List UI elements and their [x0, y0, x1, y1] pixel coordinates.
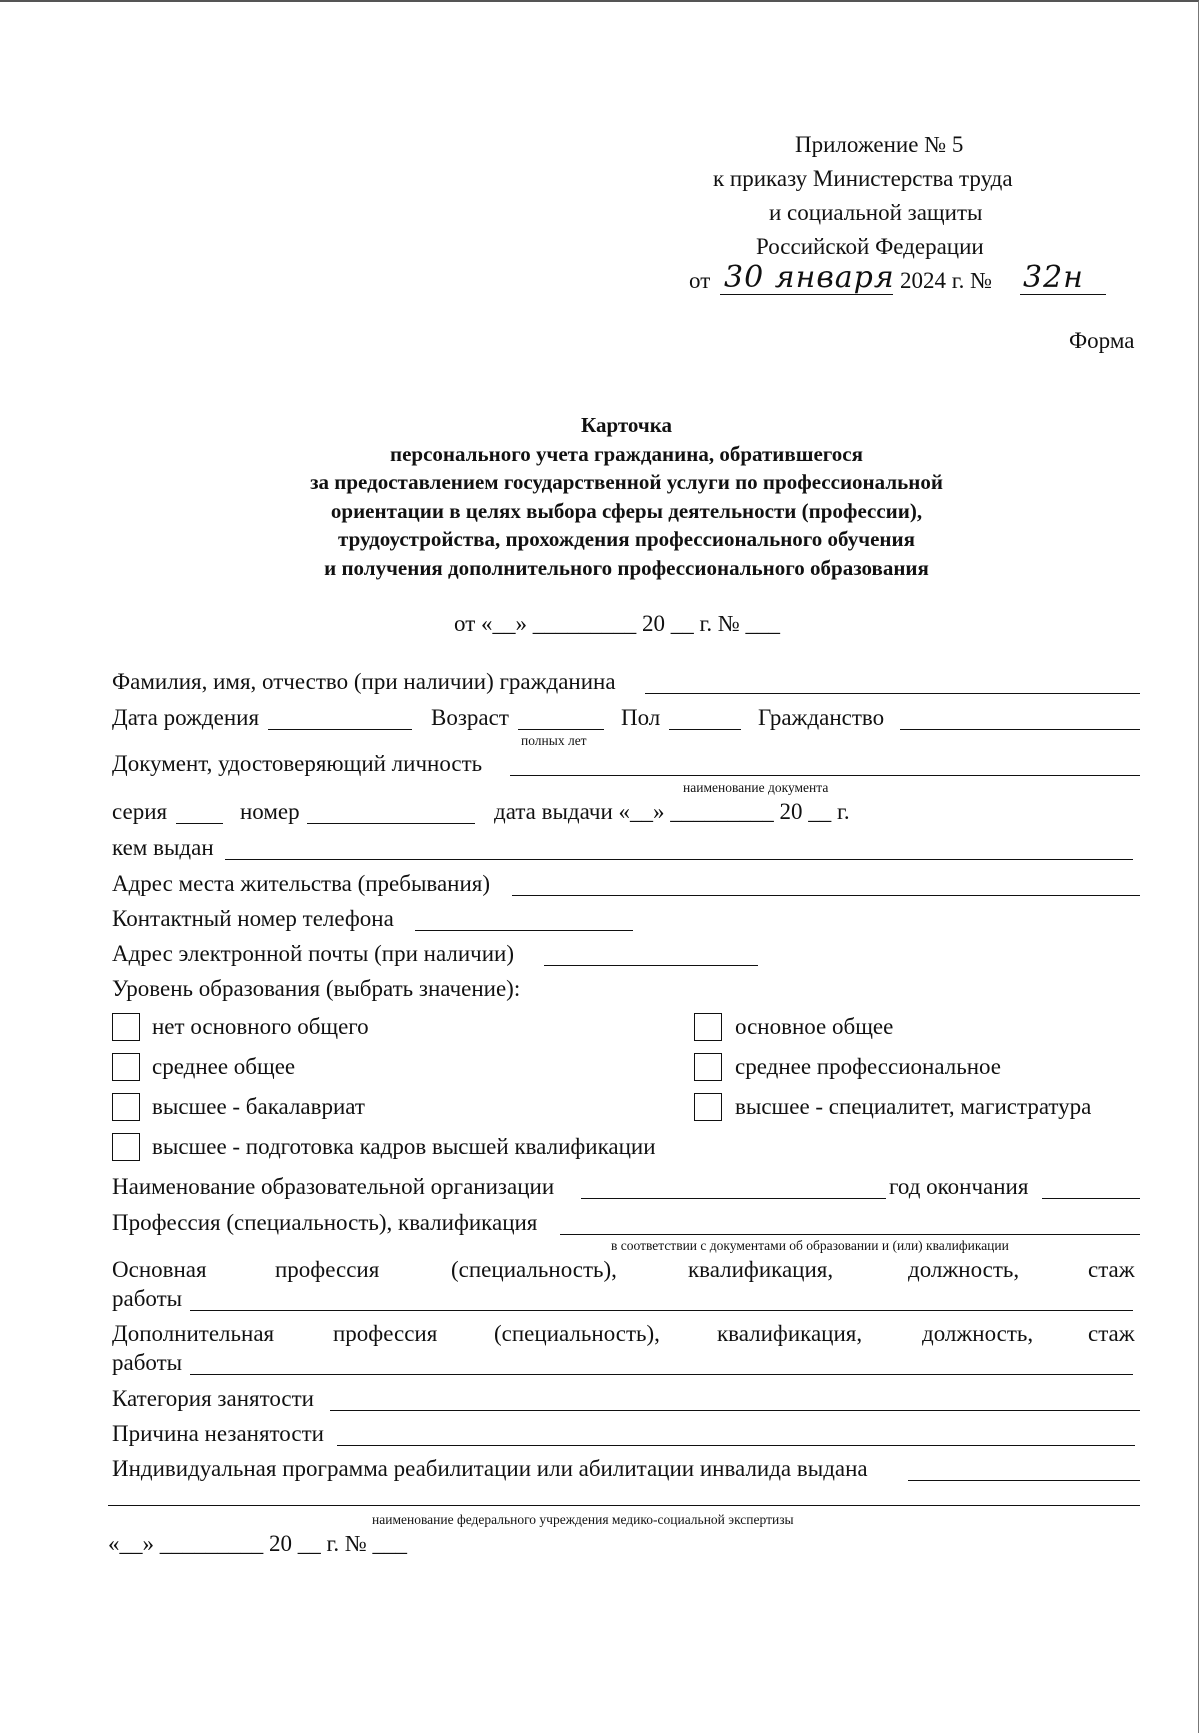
title-line-4: ориентации в целях выбора сферы деятельности (профессии), — [330, 498, 923, 523]
mse-institution-field[interactable] — [108, 1505, 1140, 1506]
main-prof-word-4: квалификация, — [688, 1257, 834, 1282]
age-field[interactable] — [518, 729, 604, 730]
title-line-6: и получения дополнительного профессионального образования — [324, 555, 929, 580]
grad-year-field[interactable] — [1042, 1198, 1140, 1199]
header-number-underline — [1020, 294, 1106, 295]
document-title — [0, 411, 1200, 583]
option-basic-general: основное общее — [735, 1014, 894, 1039]
sex-label: Пол — [621, 705, 661, 730]
sex-field[interactable] — [669, 729, 741, 730]
checkbox-higher-qualification[interactable] — [112, 1133, 140, 1161]
number-field[interactable] — [307, 823, 475, 824]
issued-by-label: кем выдан — [112, 835, 214, 860]
option-secondary-general: среднее общее — [152, 1054, 296, 1079]
add-prof-word-1: Дополнительная — [112, 1321, 275, 1346]
add-prof-word-2: профессия — [333, 1321, 438, 1346]
add-prof-word-5: должность, — [922, 1321, 1034, 1346]
main-prof-word-6: стаж — [1088, 1257, 1135, 1282]
title-line-2: персонального учета гражданина, обратившегося — [390, 441, 863, 466]
address-field[interactable] — [512, 895, 1140, 896]
phone-label: Контактный номер телефона — [112, 906, 394, 931]
ipra-field[interactable] — [908, 1480, 1140, 1481]
checkbox-bachelor[interactable] — [112, 1093, 140, 1121]
title-line-1: Карточка — [581, 413, 672, 437]
handwritten-order-number: 32н — [1023, 260, 1084, 295]
birth-date-field[interactable] — [268, 729, 412, 730]
edu-org-field[interactable] — [581, 1198, 886, 1199]
edu-org-label: Наименование образовательной организации — [112, 1174, 555, 1199]
title-line-3: за предоставлением государственной услуги по профессиональной — [310, 470, 943, 495]
citizenship-field[interactable] — [900, 729, 1140, 730]
main-prof-word-2: профессия — [275, 1257, 380, 1282]
full-name-field[interactable] — [645, 693, 1140, 694]
additional-profession-field[interactable] — [190, 1374, 1133, 1375]
age-label: Возраст — [431, 705, 509, 730]
employment-category-label: Категория занятости — [112, 1386, 314, 1411]
checkbox-secondary-general[interactable] — [112, 1053, 140, 1081]
email-field[interactable] — [544, 965, 758, 966]
card-date-line: от «__» _________ 20 __ г. № ___ — [454, 611, 781, 636]
header-line-1: Приложение № 5 — [795, 132, 964, 157]
grad-year-label: год окончания — [889, 1174, 1029, 1199]
education-level-label: Уровень образования (выбрать значение): — [112, 976, 521, 1001]
add-prof-tail: работы — [112, 1350, 183, 1375]
checkbox-no-basic-general[interactable] — [112, 1013, 140, 1041]
citizenship-label: Гражданство — [758, 705, 885, 730]
option-secondary-vocational: среднее профессиональное — [735, 1054, 1001, 1079]
header-year: 2024 г. № — [900, 268, 993, 293]
employment-category-field[interactable] — [330, 1410, 1140, 1411]
form-label: Форма — [1069, 328, 1135, 353]
profession-field[interactable] — [560, 1234, 1140, 1235]
address-label: Адрес места жительства (пребывания) — [112, 871, 491, 896]
main-profession-field[interactable] — [190, 1310, 1133, 1311]
profession-label: Профессия (специальность), квалификация — [112, 1210, 538, 1235]
id-document-label: Документ, удостоверяющий личность — [112, 751, 483, 776]
add-prof-word-6: стаж — [1088, 1321, 1135, 1346]
option-higher-qualification: высшее - подготовка кадров высшей квалификации — [152, 1134, 656, 1159]
option-specialist-master: высшее - специалитет, магистратура — [735, 1094, 1092, 1119]
id-document-field[interactable] — [510, 775, 1140, 776]
id-document-hint: наименование документа — [683, 780, 829, 795]
series-label: серия — [112, 799, 168, 824]
email-label: Адрес электронной почты (при наличии) — [112, 941, 514, 966]
main-prof-tail: работы — [112, 1286, 183, 1311]
add-prof-word-4: квалификация, — [717, 1321, 863, 1346]
full-name-label: Фамилия, имя, отчество (при наличии) гражданина — [112, 669, 616, 694]
birth-date-label: Дата рождения — [112, 705, 260, 730]
header-from-prefix: от — [689, 268, 711, 293]
header-line-2: к приказу Министерства труда — [713, 166, 1013, 191]
unemployment-reason-label: Причина незанятости — [112, 1421, 324, 1446]
title-line-5: трудоустройства, прохождения профессионального обучения — [338, 527, 915, 552]
unemployment-reason-field[interactable] — [337, 1445, 1135, 1446]
header-line-3: и социальной защиты — [769, 200, 983, 225]
issued-by-field[interactable] — [225, 859, 1133, 860]
phone-field[interactable] — [415, 930, 633, 931]
checkbox-basic-general[interactable] — [694, 1013, 722, 1041]
option-no-basic-general: нет основного общего — [152, 1014, 369, 1039]
handwritten-date: 30 января — [724, 260, 895, 295]
checkbox-secondary-vocational[interactable] — [694, 1053, 722, 1081]
number-label: номер — [240, 799, 300, 824]
header-date-underline — [720, 294, 893, 295]
issue-date-label: дата выдачи «__» _________ 20 __ г. — [494, 799, 850, 824]
profession-hint: в соответствии с документами об образовании и (или) квалификации — [611, 1238, 1009, 1253]
final-date-line: «__» _________ 20 __ г. № ___ — [108, 1531, 408, 1556]
main-prof-word-1: Основная — [112, 1257, 207, 1282]
mse-institution-hint: наименование федерального учреждения медико-социальной экспертизы — [372, 1512, 794, 1527]
main-prof-word-5: должность, — [908, 1257, 1020, 1282]
header-line-4: Российской Федерации — [756, 234, 984, 259]
checkbox-specialist-master[interactable] — [694, 1093, 722, 1121]
option-bachelor: высшее - бакалавриат — [152, 1094, 365, 1119]
series-field[interactable] — [176, 823, 223, 824]
age-hint: полных лет — [521, 733, 587, 748]
add-prof-word-3: (специальность), — [494, 1321, 660, 1346]
ipra-label: Индивидуальная программа реабилитации или абилитации инвалида выдана — [112, 1456, 868, 1481]
main-prof-word-3: (специальность), — [451, 1257, 617, 1282]
